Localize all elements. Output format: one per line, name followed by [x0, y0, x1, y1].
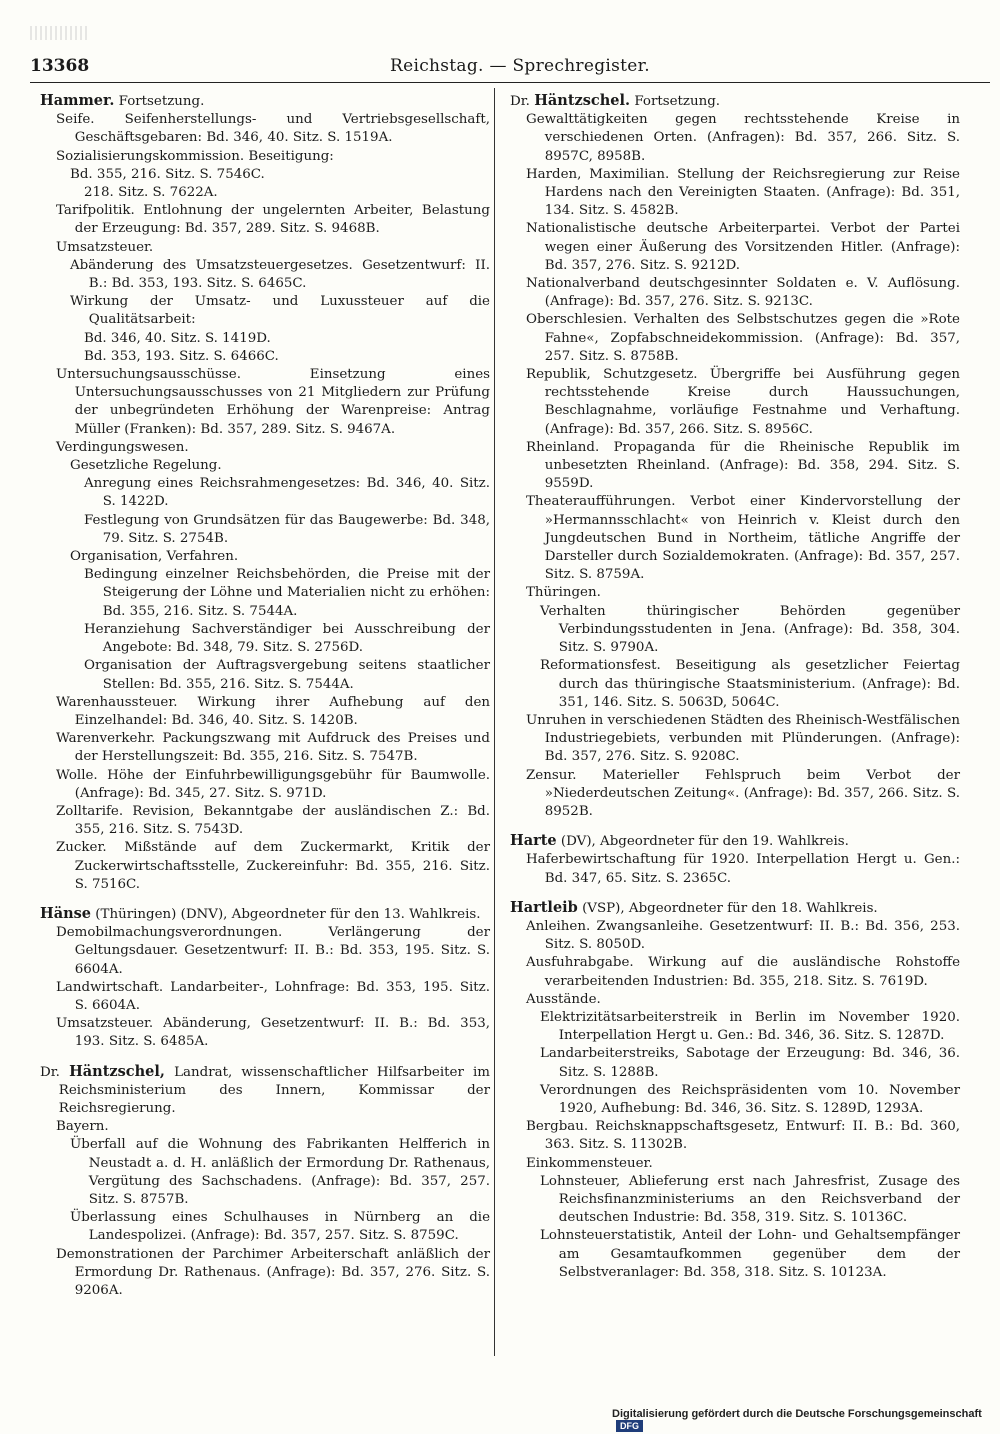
speaker-description: Landrat, wissenschaftlicher Hilfsarbeiter im Reichsministerium des Innern, Kommissar der Reichsregierung. [58, 1064, 490, 1116]
footer-credit [612, 1408, 1000, 1432]
speaker-entry [40, 92, 490, 894]
page-header [30, 56, 990, 82]
index-line: Zensur. Materieller Fehlspruch beim Verbot der »Niederdeutschen Zeitung«. (Anfrage): Bd. 357, 266. Sitz. S. 8952B. [526, 767, 960, 819]
right-column [510, 92, 960, 1293]
footer-text: Digitalisierung gefördert durch die Deutsche Forschungsgemeinschaft [612, 1408, 982, 1420]
index-line: Festlegung von Grundsätzen für das Baugewerbe: Bd. 348, 79. Sitz. S. 2754B. [84, 512, 490, 546]
index-line: Umsatzsteuer. [56, 239, 154, 255]
speaker-entry [510, 92, 960, 821]
index-line: Haferbewirtschaftung für 1920. Interpellation Hergt u. Gen.: Bd. 347, 65. Sitz. S. 2365C. [526, 852, 960, 886]
left-column [40, 92, 490, 1311]
index-line: Wirkung der Umsatz- und Luxussteuer auf die Qualitätsarbeit: [70, 294, 490, 328]
speaker-description: (VSP), Abgeordneter für den 18. Wahlkreis. [577, 900, 878, 916]
index-line: Bergbau. Reichsknappschaftsgesetz, Entwurf: II. B.: Bd. 360, 363. Sitz. S. 11302B. [526, 1119, 960, 1153]
speaker-title: Dr. [510, 94, 535, 109]
index-line: Harden, Maximilian. Stellung der Reichsregierung zur Reise Hardens nach den Vereinigten Staaten. (Anfrage): Bd. 351, 134. Sitz. S. 4582B. [526, 166, 960, 219]
scan-speckle [30, 26, 90, 40]
speaker-heading [40, 905, 490, 924]
index-line: Unruhen in verschiedenen Städten des Rheinisch-Westfälischen Industriegebiets, verbunden mit Plünderungen. (Anfrage): Bd. 357, 276. Sitz. S. 9208C. [526, 712, 960, 765]
index-line: Nationalistische deutsche Arbeiterpartei. Verbot der Partei wegen einer Äußerung des Vorsitzenden Hitler. (Anfrage): Bd. 357, 276. Sitz. S. 9212D. [526, 221, 960, 273]
index-line: Warenhaussteuer. Wirkung ihrer Aufhebung auf den Einzelhandel: Bd. 346, 40. Sitz. S. 1420B. [56, 694, 490, 728]
index-line: Oberschlesien. Verhalten des Selbstschutzes gegen die »Rote Fahne«, Zopfabschneidekommission. (Anfrage): Bd. 357, 257. Sitz. S. 8758B. [526, 312, 960, 364]
running-head: Reichstag. — Sprechregister. [390, 56, 650, 76]
index-line: Republik, Schutzgesetz. Übergriffe bei Ausführung gegen rechtsstehende Kreise durch Haussuchungen, Beschlagnahme, vorläufige Festnahme und Verhaftung. (Anfrage): Bd. 357, 266. Sitz. S. 8956C. [526, 367, 960, 437]
index-line: Überlassung eines Schulhauses in Nürnberg an die Landespolizei. (Anfrage): Bd. 357, 257. Sitz. S. 8759C. [70, 1210, 490, 1244]
index-line: Ausstände. [526, 991, 601, 1007]
speaker-heading [510, 832, 960, 851]
index-line: Nationalverband deutschgesinnter Soldaten e. V. Auflösung. (Anfrage): Bd. 357, 276. Sitz. S. 9213C. [526, 276, 960, 310]
speaker-name: Harte [510, 832, 557, 850]
index-line: Verdingungswesen. [56, 439, 189, 455]
index-line: Thüringen. [526, 585, 601, 601]
index-line: Zucker. Mißstände auf dem Zuckermarkt, Kritik der Zuckerwirtschaftsstelle, Zuckereinfuhr: Bd. 355, 216. Sitz. S. 7516C. [56, 840, 490, 892]
index-line: Verhalten thüringischer Behörden gegenüber Verbindungsstudenten in Jena. (Anfrage): Bd. 358, 304. Sitz. S. 9790A. [540, 603, 960, 656]
index-line: Theateraufführungen. Verbot einer Kindervorstellung der »Hermannsschlacht« von Heinrich v. Kleist durch den Jungdeutschen Bund in Northeim, tätliche Angriffe der Darsteller durch Sozialdemokraten. (Anfrage): Bd. 357, 257. Sitz. S. 8759A. [526, 494, 960, 583]
speaker-heading [40, 1063, 490, 1119]
dfg-logo: DFG [616, 1420, 643, 1432]
index-line: Lohnsteuerstatistik, Anteil der Lohn- und Gehaltsempfänger am Gesamtaufkommen gegenüber dem der Selbstveranlager: Bd. 358, 318. Sitz. S. 10123A. [540, 1228, 960, 1280]
index-line: Gewalttätigkeiten gegen rechtsstehende Kreise in verschiedenen Orten. (Anfragen): Bd. 357, 266. Sitz. S. 8957C, 8958B. [526, 112, 960, 164]
index-line: Warenverkehr. Packungszwang mit Aufdruck des Preises und der Herstellungszeit: Bd. 355, 216. Sitz. S. 7547B. [56, 731, 490, 765]
index-line: Demobilmachungsverordnungen. Verlängerung der Geltungsdauer. Gesetzentwurf: II. B.: Bd. 353, 195. Sitz. S. 6604A. [56, 925, 490, 977]
speaker-entry [510, 832, 960, 888]
speaker-description: Fortsetzung. [114, 94, 205, 109]
index-line: Rheinland. Propaganda für die Rheinische Republik im unbesetzten Rheinland. (Anfrage): Bd. 358, 294. Sitz. S. 9559D. [526, 439, 960, 492]
speaker-heading [40, 92, 490, 111]
index-line: Landwirtschaft. Landarbeiter-, Lohnfrage: Bd. 353, 195. Sitz. S. 6604A. [56, 979, 490, 1013]
speaker-entry [40, 1063, 490, 1301]
index-line: Zolltarife. Revision, Bekanntgabe der ausländischen Z.: Bd. 355, 216. Sitz. S. 7543D. [56, 803, 490, 838]
speaker-name: Hammer. [40, 92, 115, 109]
speaker-heading [510, 899, 960, 918]
index-line: Bd. 346, 40. Sitz. S. 1419D. [84, 330, 271, 346]
index-line: Seife. Seifenherstellungs- und Vertriebsgesellschaft, Geschäftsgebaren: Bd. 346, 40. Sitz. S. 1519A. [56, 112, 490, 146]
speaker-entry [40, 905, 490, 1052]
speaker-title: Dr. [40, 1064, 70, 1080]
index-line: Überfall auf die Wohnung des Fabrikanten Helfferich in Neustadt a. d. H. anläßlich der Ermordung Dr. Rathenaus, Vergütung des Sachschadens. (Anfrage): Bd. 357, 257. Sitz. S. 8757B. [70, 1137, 490, 1207]
column-divider [494, 88, 495, 1356]
index-line: Bd. 355, 216. Sitz. S. 7546C. [70, 166, 265, 182]
speaker-description: (Thüringen) (DNV), Abgeordneter für den 13. Wahlkreis. [91, 906, 481, 922]
speaker-description: (DV), Abgeordneter für den 19. Wahlkreis. [556, 834, 849, 850]
index-line: Einkommensteuer. [526, 1155, 653, 1171]
index-line: Sozialisierungskommission. Beseitigung: [56, 148, 334, 164]
index-line: Landarbeiterstreiks, Sabotage der Erzeugung: Bd. 346, 36. Sitz. S. 1288B. [540, 1046, 960, 1080]
index-line: Reformationsfest. Beseitigung als gesetzlicher Feiertag durch das thüringische Staatsministerium. (Anfrage): Bd. 351, 146. Sitz. S. 5063D, 5064C. [540, 658, 960, 710]
index-line: Demonstrationen der Parchimer Arbeiterschaft anläßlich der Ermordung Dr. Rathenaus. (Anfrage): Bd. 357, 276. Sitz. S. 9206A. [56, 1246, 490, 1298]
index-line: Bd. 353, 193. Sitz. S. 6466C. [84, 348, 279, 364]
index-line: Abänderung des Umsatzsteuergesetzes. Gesetzentwurf: II. B.: Bd. 353, 193. Sitz. S. 6465C. [70, 257, 490, 292]
speaker-name: Häntzschel. [534, 92, 631, 109]
index-line: Ausfuhrabgabe. Wirkung auf die ausländische Rohstoffe verarbeitenden Industrien: Bd. 355, 218. Sitz. S. 7619D. [526, 955, 960, 989]
index-line: Bedingung einzelner Reichsbehörden, die Preise mit der Steigerung der Löhne und Materialien nicht zu erhöhen: Bd. 355, 216. Sitz. S. 7544A. [84, 567, 490, 619]
speaker-entry [510, 899, 960, 1282]
speaker-name: Hänse [40, 904, 92, 922]
index-line: Verordnungen des Reichspräsidenten vom 10. November 1920, Aufhebung: Bd. 346, 36. Sitz. S. 1289D, 1293A. [540, 1082, 960, 1116]
index-line: Elektrizitätsarbeiterstreik in Berlin im November 1920. Interpellation Hergt u. Gen.: Bd. 346, 36. Sitz. S. 1287D. [540, 1009, 960, 1044]
index-line: Tarifpolitik. Entlohnung der ungelernten Arbeiter, Belastung der Erzeugung: Bd. 357, 289. Sitz. S. 9468B. [56, 203, 490, 237]
index-line: Untersuchungsausschüsse. Einsetzung eines Untersuchungsausschusses von 21 Mitgliedern zur Prüfung der unbegründeten Erhöhung der Warenpreise: Antrag Müller (Franken): Bd. 357, 289. Sitz. S. 9467A. [56, 367, 490, 437]
header-rule [30, 82, 990, 83]
speaker-name: Hartleib [510, 898, 578, 916]
index-line: Umsatzsteuer. Abänderung, Gesetzentwurf: II. B.: Bd. 353, 193. Sitz. S. 6485A. [56, 1016, 490, 1050]
index-line: Organisation der Auftragsvergebung seitens staatlicher Stellen: Bd. 355, 216. Sitz. S. 7544A. [84, 658, 490, 692]
speaker-heading [510, 92, 960, 111]
speaker-name: Häntzschel, [69, 1062, 165, 1080]
index-line: 218. Sitz. S. 7622A. [84, 185, 218, 201]
index-line: Bayern. [56, 1119, 109, 1135]
index-line: Wolle. Höhe der Einfuhrbewilligungsgebühr für Baumwolle. (Anfrage): Bd. 345, 27. Sitz. S. 971D. [56, 767, 490, 801]
index-line: Anregung eines Reichsrahmengesetzes: Bd. 346, 40. Sitz. S. 1422D. [84, 476, 490, 510]
index-line: Gesetzliche Regelung. [70, 458, 222, 474]
index-line: Heranziehung Sachverständiger bei Ausschreibung der Angebote: Bd. 348, 79. Sitz. S. 2756D. [84, 621, 490, 656]
index-line: Lohnsteuer, Ablieferung erst nach Jahresfrist, Zusage des Reichsfinanzministeriums an den Reichsverband der deutschen Industrie: Bd. 358, 319. Sitz. S. 10136C. [540, 1173, 960, 1226]
speaker-description: Fortsetzung. [630, 94, 721, 109]
index-line: Organisation, Verfahren. [70, 549, 239, 565]
page-number: 13368 [30, 56, 90, 76]
index-line: Anleihen. Zwangsanleihe. Gesetzentwurf: II. B.: Bd. 356, 253. Sitz. S. 8050D. [526, 918, 960, 953]
